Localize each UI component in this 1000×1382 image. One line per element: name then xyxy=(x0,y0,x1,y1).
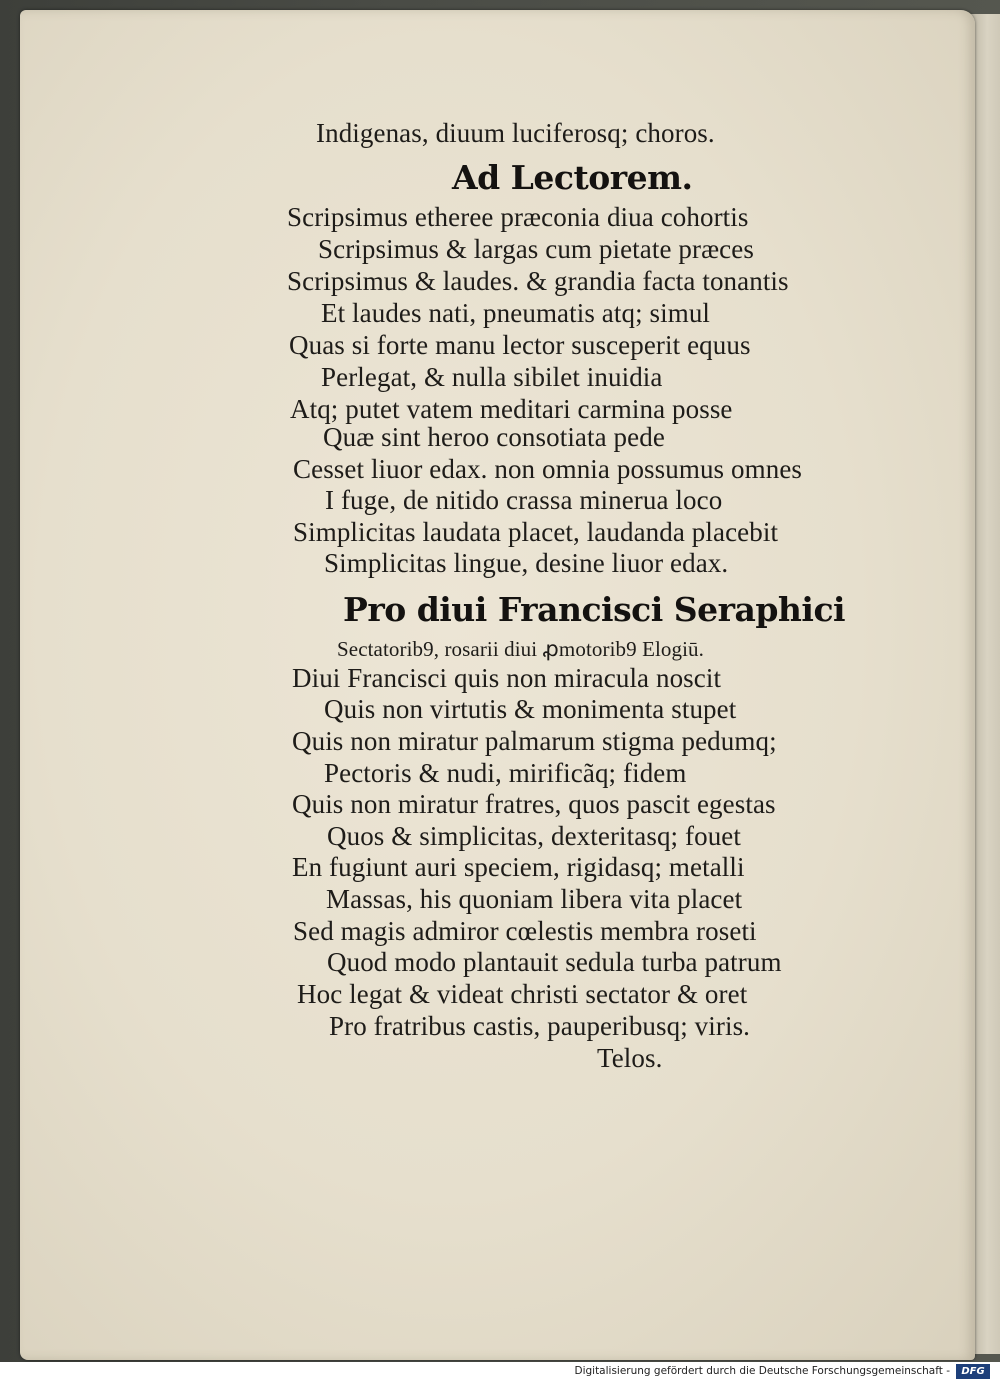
text-line: Pro fratribus castis, pauperibusq; viris. xyxy=(329,1011,751,1041)
text-line: I fuge, de nitido crassa minerua loco xyxy=(325,485,723,515)
text-line: Scripsimus & largas cum pietate præces xyxy=(318,234,754,264)
text-line: Quas si forte manu lector susceperit equus xyxy=(289,330,751,360)
heading-pro-diui-francisci: Pro diui Francisci Seraphici xyxy=(343,590,846,629)
colophon-telos: Telos. xyxy=(597,1043,663,1073)
text-line: Sectatorib9, rosarii diui ꝓmotorib9 Elogiū. xyxy=(337,637,705,661)
text-line: Diui Francisci quis non miracula noscit xyxy=(292,663,722,693)
text-line: Hoc legat & videat christi sectator & oret xyxy=(297,979,748,1009)
text-line: Quæ sint heroo consotiata pede xyxy=(323,422,665,452)
text-line: Quos & simplicitas, dexteritasq; fouet xyxy=(327,821,741,851)
text-line: Cesset liuor edax. non omnia possumus omnes xyxy=(293,454,803,484)
footer-bar xyxy=(0,1362,1000,1382)
text-line: Scripsimus etheree præconia diua cohortis xyxy=(287,202,749,232)
text-line: Atq; putet vatem meditari carmina posse xyxy=(290,394,733,424)
text-line: Quis non miratur fratres, quos pascit egestas xyxy=(292,789,776,819)
text-line: Simplicitas laudata placet, laudanda placebit xyxy=(293,517,779,547)
heading-ad-lectorem: Ad Lectorem. xyxy=(452,158,693,197)
text-line: Quis non virtutis & monimenta stupet xyxy=(324,694,737,724)
text-line: Et laudes nati, pneumatis atq; simul xyxy=(321,298,711,328)
text-line: Perlegat, & nulla sibilet inuidia xyxy=(321,362,663,392)
text-line: En fugiunt auri speciem, rigidasq; metalli xyxy=(292,852,745,882)
text-line: Quod modo plantauit sedula turba patrum xyxy=(327,947,782,977)
text-line: Scripsimus & laudes. & grandia facta tonantis xyxy=(287,266,789,296)
text-line: Pectoris & nudi, mirificãq; fidem xyxy=(324,758,687,788)
text-line: Massas, his quoniam libera vita placet xyxy=(326,884,743,914)
dfg-logo: DFG xyxy=(956,1364,990,1379)
text-line: Quis non miratur palmarum stigma pedumq; xyxy=(292,726,777,756)
funding-notice: Digitalisierung gefördert durch die Deutsche Forschungsgemeinschaft - xyxy=(574,1365,950,1377)
text-line: Indigenas, diuum luciferosq; choros. xyxy=(316,118,715,148)
text-line: Sed magis admiror cœlestis membra roseti xyxy=(293,916,757,946)
text-line: Simplicitas lingue, desine liuor edax. xyxy=(324,548,729,578)
